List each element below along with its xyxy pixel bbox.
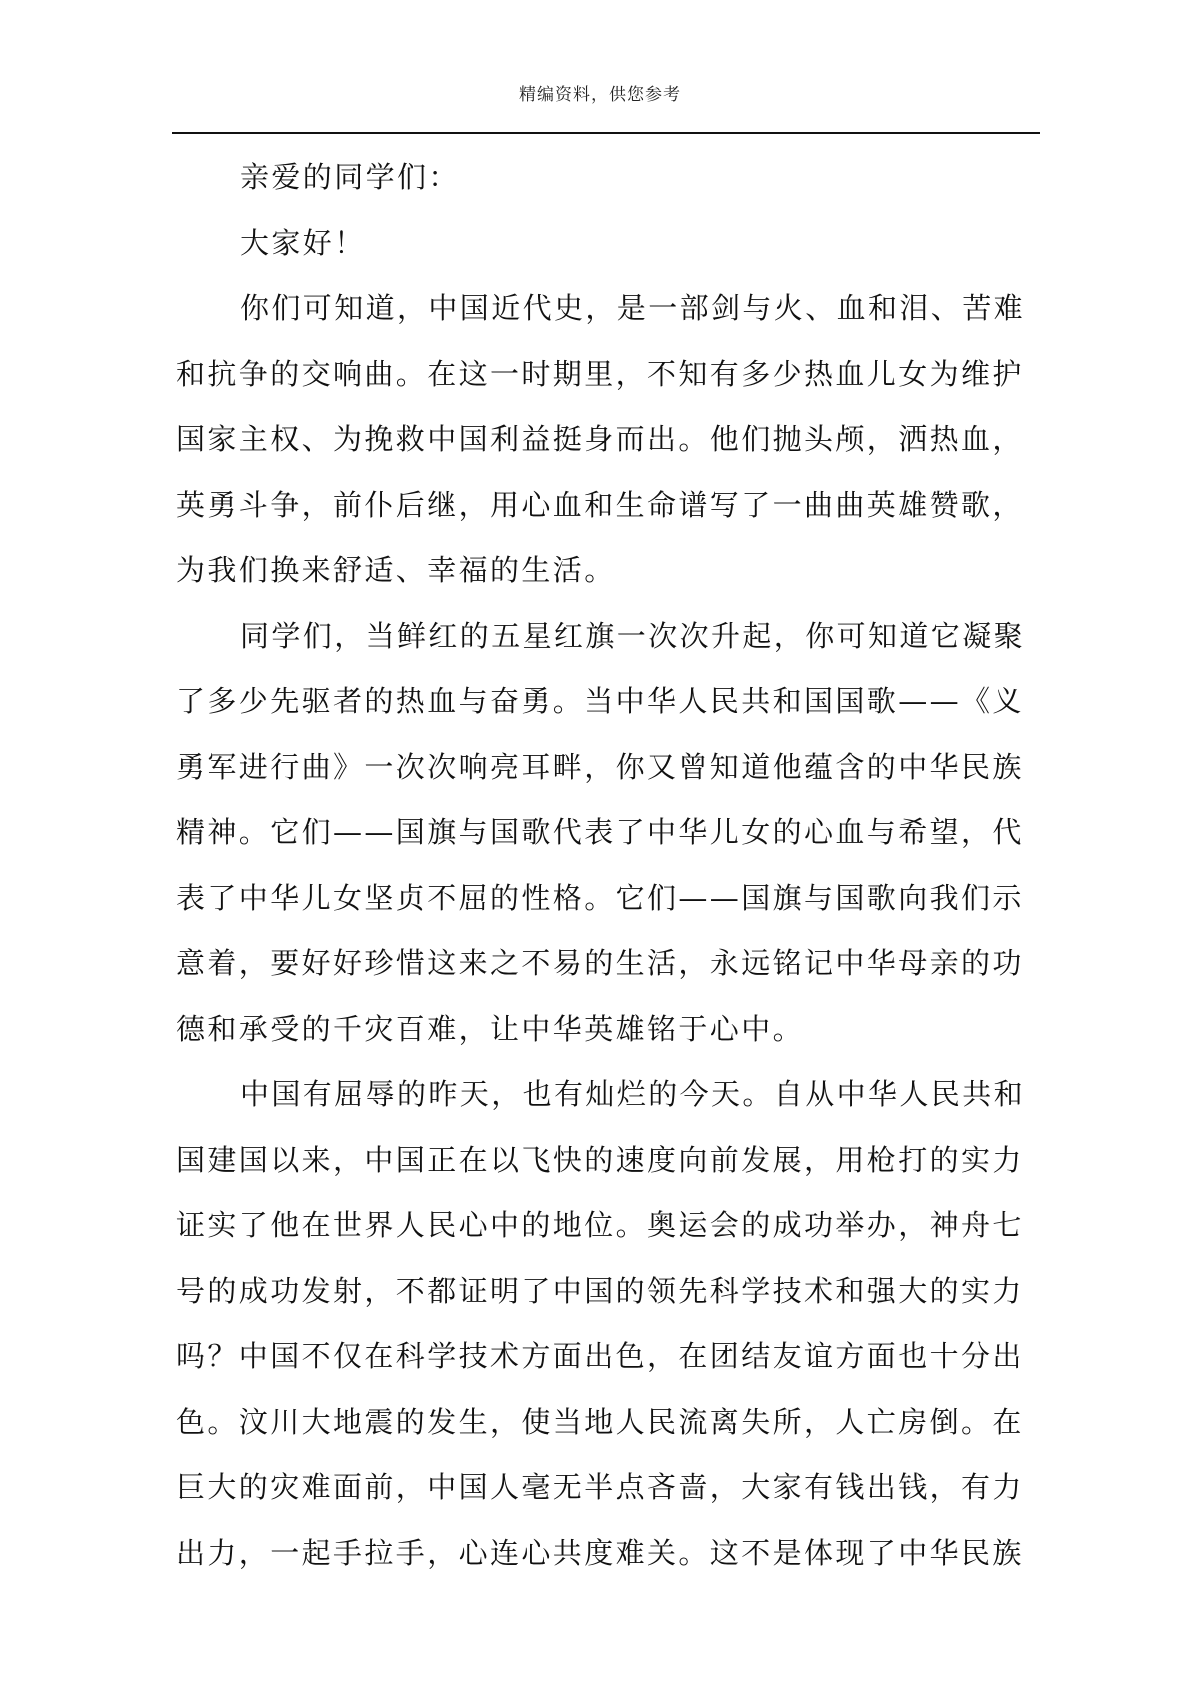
paragraph-line: 英勇斗争，前仆后继，用心血和生命谱写了一曲曲英雄赞歌， [176, 487, 1024, 522]
paragraph-line: 德和承受的千灾百难，让中华英雄铭于心中。 [176, 1011, 805, 1046]
paragraph-line: 证实了他在世界人民心中的地位。奥运会的成功举办，神舟七 [176, 1208, 1024, 1242]
paragraph-line: 巨大的灾难面前，中国人毫无半点吝啬，大家有钱出钱，有力 [176, 1470, 1024, 1504]
page-header: 精编资料，供您参考 [519, 85, 681, 105]
paragraph-line: 和抗争的交响曲。在这一时期里，不知有多少热血儿女为维护 [176, 356, 1024, 391]
paragraph-line: 你们可知道，中国近代史，是一部剑与火、血和泪、苦难 [240, 291, 1026, 325]
paragraph-line: 意着，要好好珍惜这来之不易的生活，永远铭记中华母亲的功 [176, 946, 1024, 980]
greeting-line: 大家好！ [240, 225, 366, 260]
paragraph-line: 同学们，当鲜红的五星红旗一次次升起，你可知道它凝聚 [240, 618, 1026, 653]
paragraph-line: 国建国以来，中国正在以飞快的速度向前发展，用枪打的实力 [176, 1142, 1024, 1177]
paragraph-line: 精神。它们——国旗与国歌代表了中华儿女的心血与希望，代 [176, 815, 1024, 849]
paragraph-line: 了多少先驱者的热血与奋勇。当中华人民共和国国歌——《义 [176, 684, 1024, 718]
paragraph-line: 勇军进行曲》一次次响亮耳畔，你又曾知道他蕴含的中华民族 [176, 749, 1024, 784]
salutation-line: 亲爱的同学们： [240, 160, 460, 194]
paragraph-line: 吗？中国不仅在科学技术方面出色，在团结友谊方面也十分出 [176, 1339, 1024, 1373]
paragraph-line: 号的成功发射，不都证明了中国的领先科学技术和强大的实力 [176, 1273, 1024, 1308]
header-divider [172, 132, 1040, 134]
document-body [176, 145, 1034, 1586]
paragraph-line: 为我们换来舒适、幸福的生活。 [176, 553, 616, 587]
paragraph-line: 色。汶川大地震的发生，使当地人民流离失所，人亡房倒。在 [176, 1404, 1024, 1439]
paragraph-line: 中国有屈辱的昨天，也有灿烂的今天。自从中华人民共和 [240, 1077, 1026, 1111]
paragraph-line: 出力，一起手拉手，心连心共度难关。这不是体现了中华民族 [176, 1535, 1024, 1570]
paragraph-line: 国家主权、为挽救中国利益挺身而出。他们抛头颅，洒热血， [176, 422, 1024, 456]
paragraph-line: 表了中华儿女坚贞不屈的性格。它们——国旗与国歌向我们示 [176, 880, 1024, 915]
